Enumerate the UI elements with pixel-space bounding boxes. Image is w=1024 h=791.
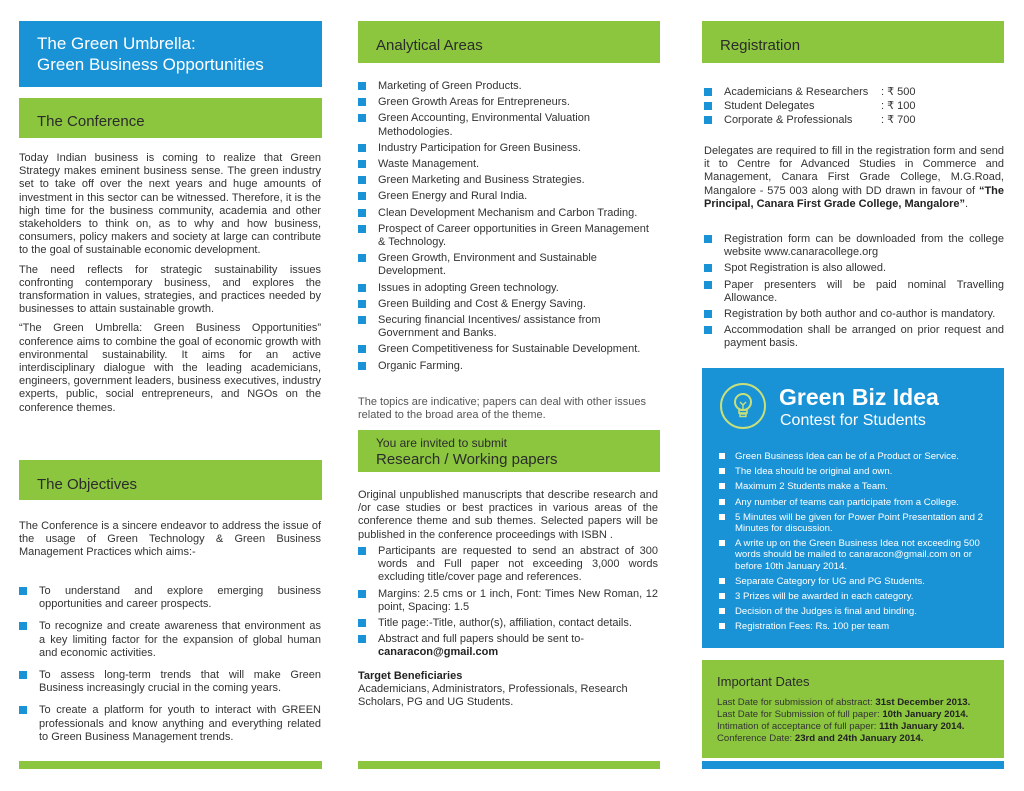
list-item: Issues in adopting Green technology. — [358, 282, 658, 295]
bullet — [358, 114, 366, 122]
list-item: Green Accounting, Environmental Valuation Methodologies. — [358, 112, 658, 138]
list-item: To recognize and create awareness that environment as a key limiting factor for the expansion of global human and economic activities. — [19, 620, 321, 660]
list-item: Organic Farming. — [358, 360, 658, 373]
bullet — [358, 209, 366, 217]
analytical-areas-list — [358, 80, 658, 376]
bullet — [719, 499, 725, 505]
delegates-instructions: Delegates are required to fill in the registration form and send it to Centre for Advanced Studies in Commerce and Management, Canara First Grade College, M.G.Road, Mangalore - 575 003 along with DD drawn in favour of “The Principal, Canara First Grade College, Mangalore”. — [704, 145, 1004, 210]
bullet — [358, 176, 366, 184]
fee-item: Student Delegates : ₹ 100 — [704, 100, 1004, 113]
bullet — [719, 453, 725, 459]
conference-paragraph: “The Green Umbrella: Green Business Opportunities” conference aims to combine the goal of economic growth with environmental sustainability. It aims for an active interdisciplinary dialogue with the leading academicians, engineers, government leaders, business executives, industry experts, public, social entrepreneurs, and NGOs on the conference themes. — [19, 322, 321, 414]
fees-list — [704, 86, 1004, 131]
date-row: Last Date for submission of abstract: 31st December 2013. — [717, 697, 971, 708]
list-item: Participants are requested to send an abstract of 300 words and Full paper not exceeding 3,000 words excluding title/cover page and references. — [358, 545, 658, 585]
bullet — [358, 619, 366, 627]
bullet — [358, 98, 366, 106]
papers-intro: Original unpublished manuscripts that describe research and /or case studies or best practices in various areas of the conference theme and sub themes. Selected papers will be published in the conference proceedings with ISBN . — [358, 489, 658, 541]
topics-note: The topics are indicative; papers can deal with other issues related to the broad area of the theme. — [358, 396, 646, 422]
list-item: Registration form can be downloaded from the college website www.canaracollege.org — [704, 233, 1004, 259]
bullet — [358, 284, 366, 292]
analytical-areas-heading: Analytical Areas — [358, 21, 660, 63]
bullet — [19, 587, 27, 595]
bullet — [358, 160, 366, 168]
bullet — [704, 326, 712, 334]
target-text: Academicians, Administrators, Professionals, Research Scholars, PG and UG Students. — [358, 683, 628, 709]
objectives-heading: The Objectives — [19, 460, 322, 500]
objectives-intro: The Conference is a sincere endeavor to address the issue of the usage of Green Technology & Green Business Management Practices which aims:- — [19, 520, 321, 559]
list-item: Green Growth, Environment and Sustainable Development. — [358, 252, 658, 278]
list-item: Green Growth Areas for Entrepreneurs. — [358, 96, 658, 109]
bullet — [358, 225, 366, 233]
bullet — [358, 254, 366, 262]
list-item: Industry Participation for Green Business. — [358, 142, 658, 155]
conference-paragraph: Today Indian business is coming to realize that Green Strategy makes eminent business sense. The green industry set to take off over the next years and huge amounts of investment in this sector can be witnessed. Therefore, it is the high time for the business community, academia and other stakeholders to think on, as to why and how business, consumers, policy makers and society at large can contribute to the goal of sustainable economic development. — [19, 152, 321, 257]
date-row: Intimation of acceptance of full paper: 11th January 2014. — [717, 721, 965, 732]
list-item: Paper presenters will be paid nominal Travelling Allowance. — [704, 279, 1004, 305]
bullet — [704, 116, 712, 124]
list-item: Margins: 2.5 cms or 1 inch, Font: Times New Roman, 12 point, Spacing: 1.5 — [358, 588, 658, 614]
bullet — [719, 514, 725, 520]
paper-rules-list — [358, 545, 658, 663]
fee-item: Corporate & Professionals : ₹ 700 — [704, 114, 1004, 127]
list-item: To assess long-term trends that will make Green Business increasingly crucial in the coming years. — [19, 669, 321, 695]
list-item: Maximum 2 Students make a Team. — [719, 481, 989, 492]
footer-bar — [358, 761, 660, 769]
target-heading: Target Beneficiaries — [358, 670, 463, 682]
bullet — [358, 192, 366, 200]
bullet — [358, 362, 366, 370]
list-item: 3 Prizes will be awarded in each category. — [719, 591, 989, 602]
date-row: Conference Date: 23rd and 24th January 2014. — [717, 733, 924, 744]
objectives-list — [19, 585, 321, 747]
list-item: Any number of teams can participate from a College. — [719, 497, 989, 508]
important-dates-heading: Important Dates — [717, 674, 810, 689]
registration-heading: Registration — [702, 21, 1004, 63]
list-item: Registration Fees: Rs. 100 per team — [719, 621, 989, 632]
bullet — [358, 590, 366, 598]
list-item: Marketing of Green Products. — [358, 80, 658, 93]
list-item: Green Business Idea can be of a Product or Service. — [719, 451, 989, 462]
invite-heading: You are invited to submit Research / Working papers — [358, 430, 660, 472]
biz-rules-list — [719, 451, 989, 637]
list-item: Registration by both author and co-author is mandatory. — [704, 308, 1004, 321]
list-item: Title page:-Title, author(s), affiliation, contact details. — [358, 617, 658, 630]
green-biz-subtitle: Contest for Students — [780, 412, 926, 429]
dates-list — [717, 697, 1002, 745]
target-beneficiaries — [358, 670, 658, 710]
list-item: Waste Management. — [358, 158, 658, 171]
conference-heading: The Conference — [19, 98, 322, 138]
bullet — [19, 622, 27, 630]
bullet — [719, 468, 725, 474]
bullet — [719, 540, 725, 546]
email-address: canaracon@gmail.com — [378, 646, 499, 659]
list-item: Clean Development Mechanism and Carbon Trading. — [358, 207, 658, 220]
list-item: Spot Registration is also allowed. — [704, 262, 1004, 275]
bullet — [719, 578, 725, 584]
list-item: Securing financial Incentives/ assistance from Government and Banks. — [358, 314, 658, 340]
brochure-title: The Green Umbrella: Green Business Opportunities — [37, 34, 264, 74]
list-item: Prospect of Career opportunities in Green Management & Technology. — [358, 223, 658, 249]
list-item: Green Marketing and Business Strategies. — [358, 174, 658, 187]
conference-text — [19, 152, 321, 421]
bullet — [19, 671, 27, 679]
bullet — [704, 235, 712, 243]
bullet — [719, 623, 725, 629]
list-item: A write up on the Green Business Idea not exceeding 500 words should be mailed to canaracon@gmail.com on or before 10th January 2014. — [719, 538, 989, 572]
list-item: Green Building and Cost & Energy Saving. — [358, 298, 658, 311]
registration-notes — [704, 233, 1004, 354]
bullet — [704, 88, 712, 96]
list-item: 5 Minutes will be given for Power Point Presentation and 2 Minutes for discussion. — [719, 512, 989, 534]
date-row: Last Date for Submission of full paper: 10th January 2014. — [717, 709, 969, 720]
bullet — [719, 593, 725, 599]
bullet — [704, 281, 712, 289]
list-item: Green Competitiveness for Sustainable Development. — [358, 343, 658, 356]
list-item: Green Energy and Rural India. — [358, 190, 658, 203]
bullet — [358, 82, 366, 90]
bullet — [19, 706, 27, 714]
list-item: Separate Category for UG and PG Students. — [719, 576, 989, 587]
bullet — [358, 316, 366, 324]
bullet — [358, 547, 366, 555]
bullet — [704, 310, 712, 318]
list-item: The Idea should be original and own. — [719, 466, 989, 477]
list-item: Abstract and full papers should be sent to- canaracon@gmail.com — [358, 633, 658, 659]
bullet — [704, 264, 712, 272]
bullet — [358, 345, 366, 353]
footer-bar — [19, 761, 322, 769]
bullet — [358, 300, 366, 308]
bullet — [358, 635, 366, 643]
bullet — [719, 483, 725, 489]
list-item: Accommodation shall be arranged on prior request and payment basis. — [704, 324, 1004, 350]
bullet — [358, 144, 366, 152]
bullet — [719, 608, 725, 614]
conference-paragraph: The need reflects for strategic sustainability issues confronting contemporary business, and explores the transformation in values, strategies, and practices needed by businesses to attain sustainable growth. — [19, 263, 321, 316]
list-item: To understand and explore emerging business opportunities and career prospects. — [19, 585, 321, 611]
footer-bar — [702, 761, 1004, 769]
lightbulb-icon — [719, 382, 767, 430]
fee-item: Academicians & Researchers : ₹ 500 — [704, 86, 1004, 99]
list-item: Decision of the Judges is final and binding. — [719, 606, 989, 617]
bullet — [704, 102, 712, 110]
green-biz-title: Green Biz Idea — [779, 384, 939, 410]
list-item: To create a platform for youth to interact with GREEN professionals and know anything and everything related to Green Business Management trends. — [19, 704, 321, 744]
